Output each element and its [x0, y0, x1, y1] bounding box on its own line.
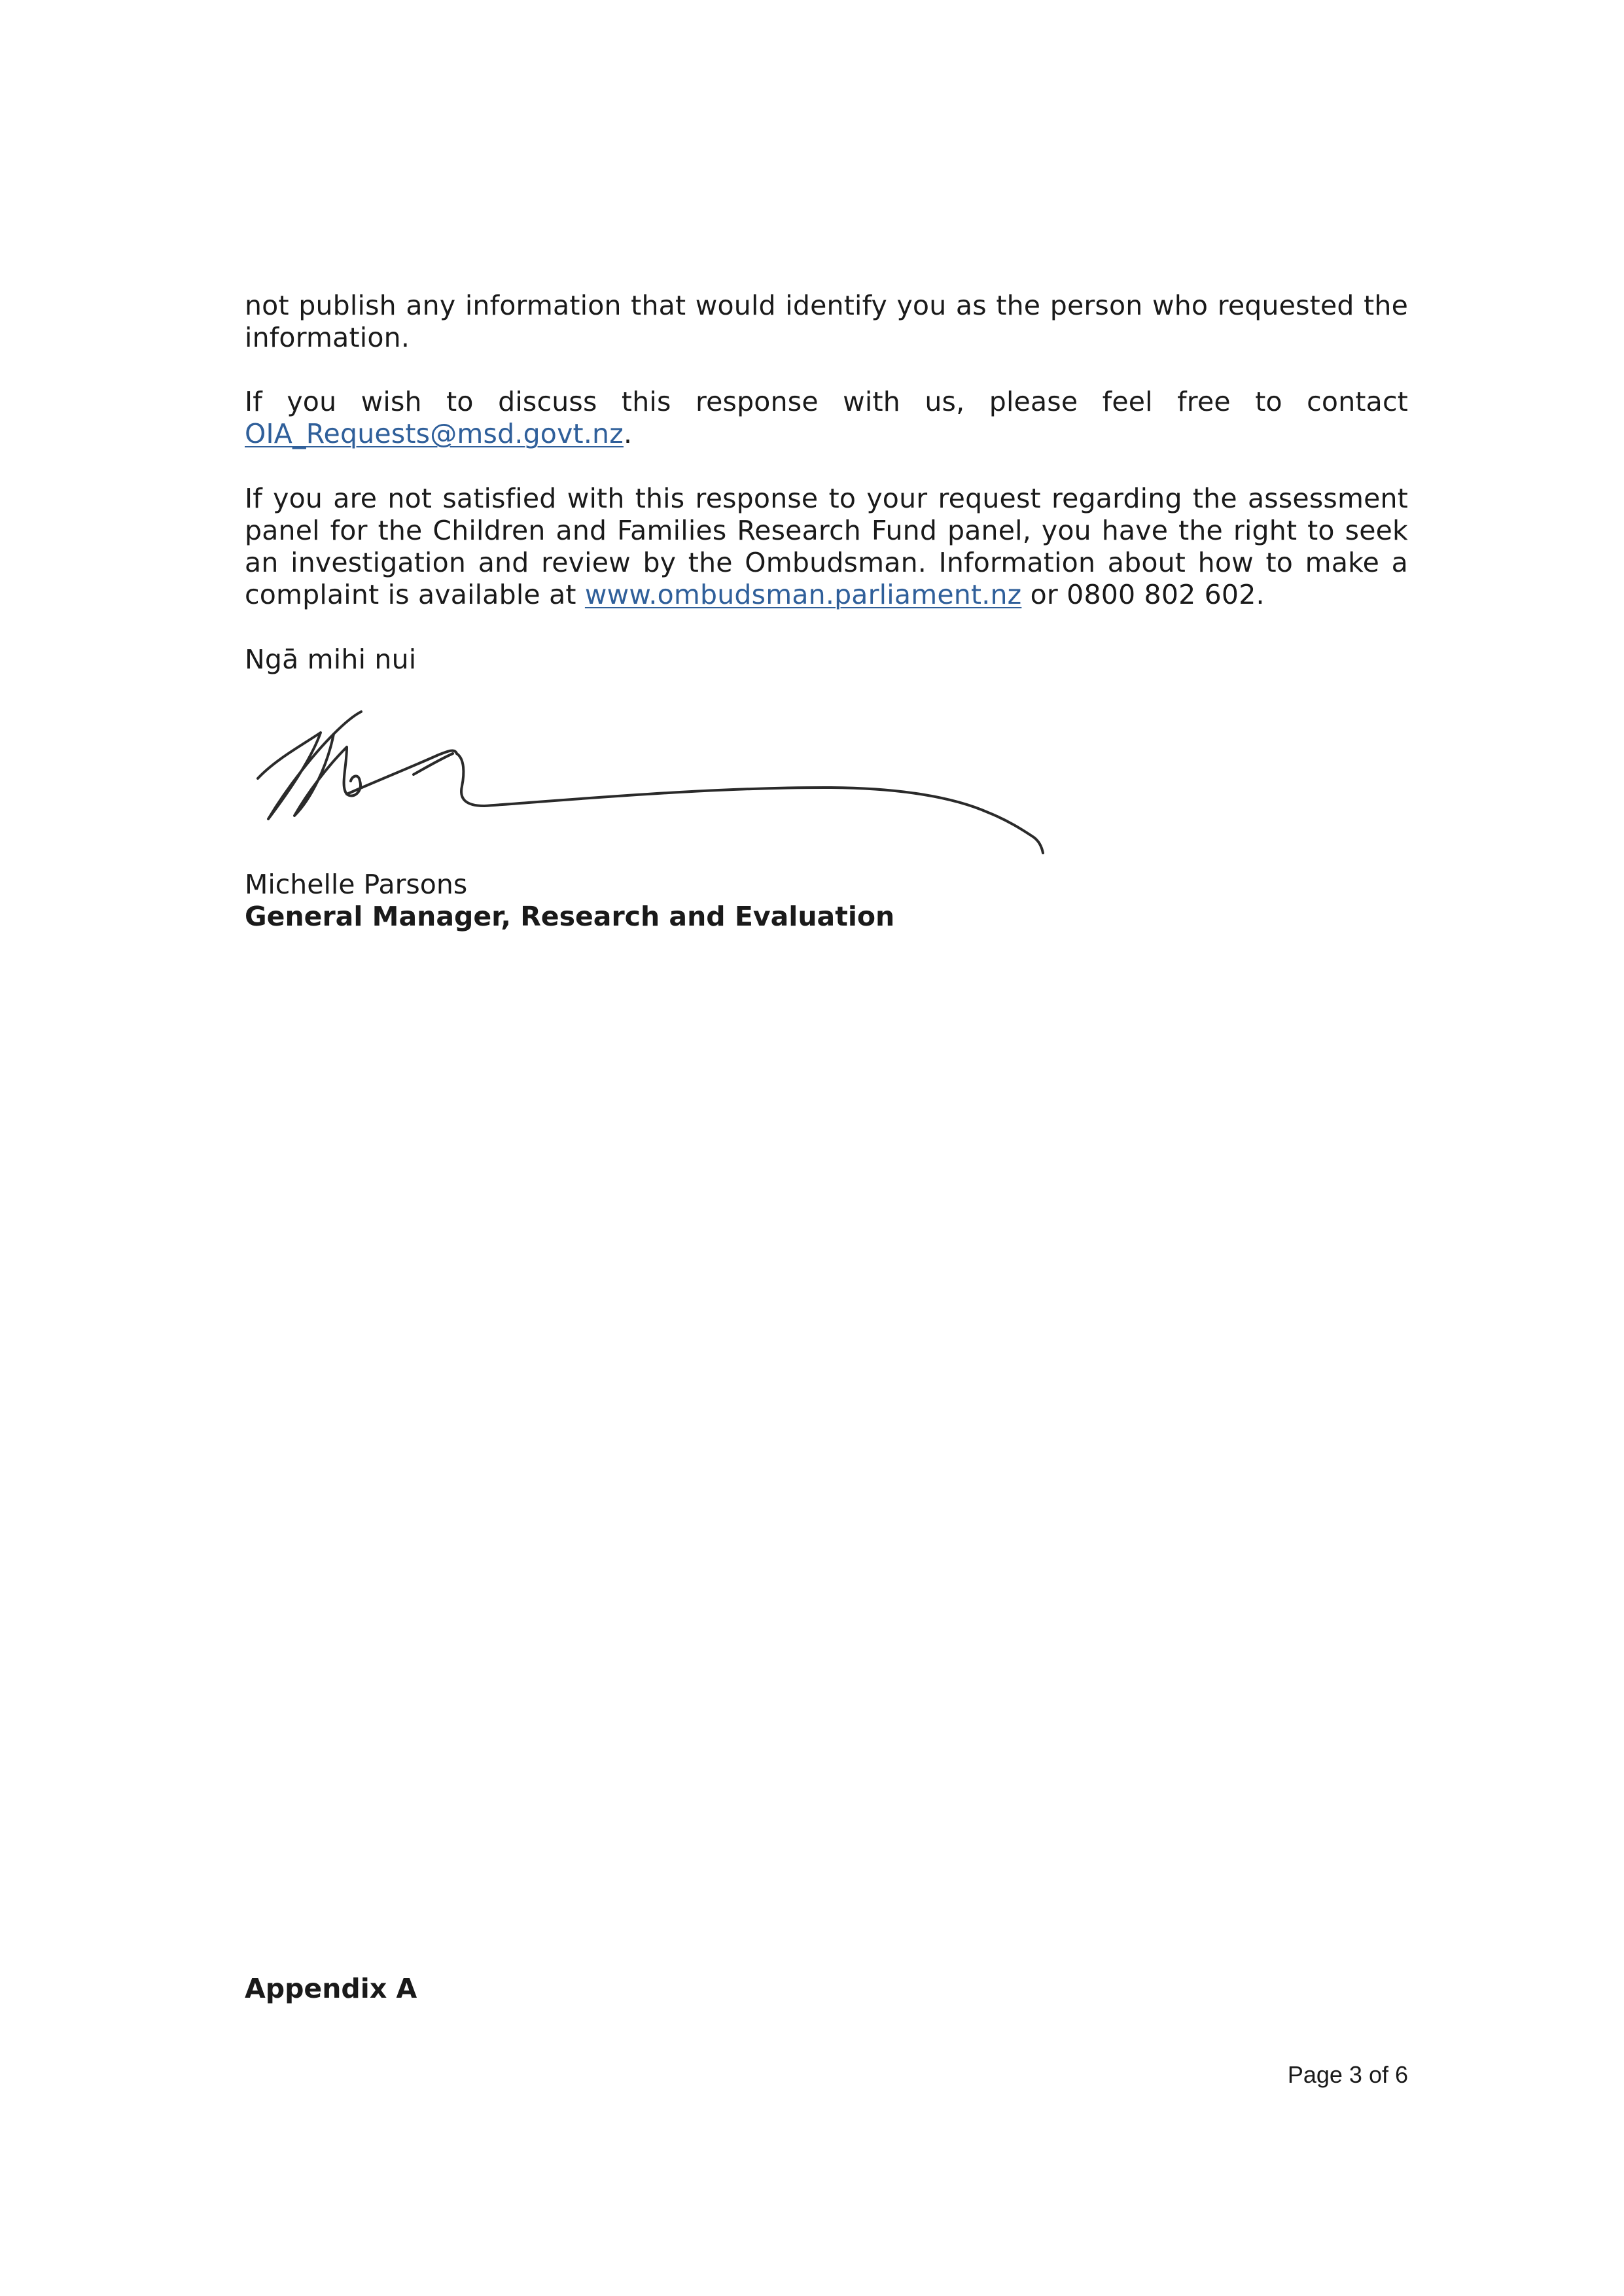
paragraph-ombudsman	[245, 483, 1408, 611]
signer-name: Michelle Parsons	[245, 869, 468, 900]
handwritten-signature	[249, 708, 1053, 865]
ombudsman-website-link[interactable]: www.ombudsman.parliament.nz	[584, 579, 1022, 610]
paragraph-contact	[245, 386, 1408, 450]
paragraph-publication-note	[245, 290, 1408, 354]
paragraph-text: or 0800 802 602.	[1021, 579, 1265, 610]
paragraph-text: If you are not satisfied with this response to your request regarding the assessment panel for the Children and Families Research Fund panel, you have the right to seek an investigation and review by the Ombudsman. Information about how to make a complaint is available at	[245, 483, 1408, 610]
page-number: Page 3 of 6	[1287, 2061, 1408, 2088]
appendix-heading: Appendix A	[245, 1973, 417, 2004]
paragraph-text: .	[623, 418, 633, 449]
paragraph-text: not publish any information that would identify you as the person who requested the information.	[245, 290, 1408, 353]
oia-email-link[interactable]: OIA_Requests@msd.govt.nz	[245, 418, 624, 449]
signer-title: General Manager, Research and Evaluation	[245, 901, 895, 932]
closing-salutation: Ngā mihi nui	[245, 644, 417, 675]
paragraph-text: If you wish to discuss this response with us, please feel free to contact	[245, 386, 1408, 417]
